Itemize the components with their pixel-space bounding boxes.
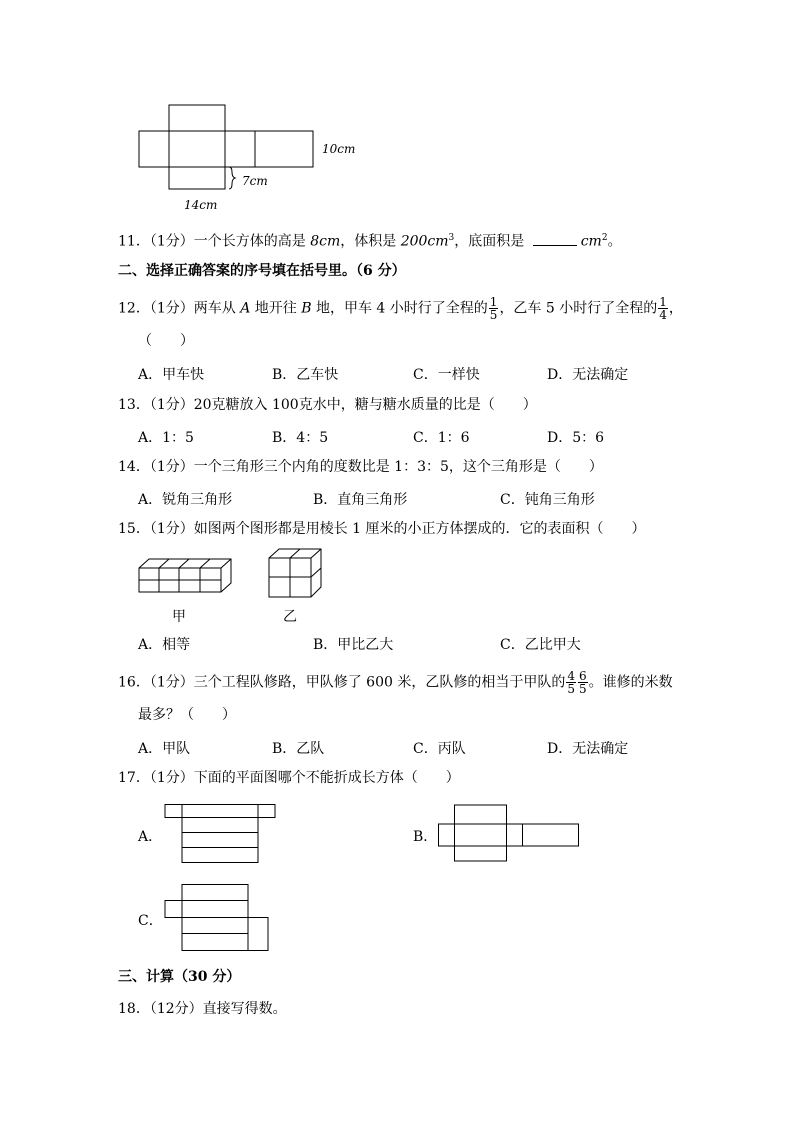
q15-option-b[interactable]: B．甲比乙大: [313, 637, 394, 653]
net-a-figure[interactable]: [164, 804, 276, 864]
q13-option-b[interactable]: B．4：5: [272, 430, 329, 446]
q11-unit-exp: 2: [601, 233, 608, 243]
figure-yi-label: 乙: [283, 609, 297, 625]
width-label: 7cm: [242, 174, 268, 188]
question-14: 14．（1分）一个三角形三个内角的度数比是 1：3：5，这个三角形是（ ）: [118, 459, 603, 475]
q13-option-d[interactable]: D．5：6: [547, 430, 605, 446]
q12-answer-paren[interactable]: （ ）: [138, 333, 194, 349]
q11-score: （1分）: [149, 233, 194, 250]
question-17: 17．（1分）下面的平面图哪个不能折成长方体（ ）: [118, 770, 460, 786]
q17-option-b[interactable]: B．: [413, 829, 438, 845]
question-11: [118, 229, 622, 251]
question-16: [118, 670, 673, 695]
q16-option-d[interactable]: D．无法确定: [547, 741, 629, 757]
q14-option-c[interactable]: C．钝角三角形: [500, 492, 595, 508]
q11-text-c: ，底面积是: [454, 233, 529, 250]
q11-volume-exp: 3: [448, 233, 455, 243]
cube-block-figure: [268, 548, 324, 598]
q17-option-a[interactable]: A．: [138, 829, 163, 845]
q12-option-c[interactable]: C．一样快: [413, 367, 480, 383]
q16-text: 16．（1分）三个工程队修路，甲队修了 600 米，乙队修的相当于甲队的: [118, 674, 566, 691]
q16-option-c[interactable]: C．丙队: [413, 741, 466, 757]
question-18: 18．（12分）直接写得数。: [118, 1001, 287, 1017]
q12-fraction-1: $\frac{1}{5}$: [489, 295, 498, 322]
q17-option-c[interactable]: C．: [138, 913, 163, 929]
q16-option-b[interactable]: B．乙队: [272, 741, 325, 757]
q11-answer-blank[interactable]: [533, 245, 577, 246]
q11-height: 8cm: [310, 233, 341, 250]
q12-text: 两车从: [193, 300, 241, 317]
height-label: 10cm: [322, 142, 356, 156]
question-15: 15．（1分）如图两个图形都是用棱长 1 厘米的小正方体摆成的．它的表面积（ ）: [118, 521, 646, 537]
q11-text: 一个长方体的高是: [193, 233, 311, 250]
figure-jia-label: 甲: [172, 609, 186, 625]
q13-option-c[interactable]: C．1：6: [413, 430, 470, 446]
section-2-heading: 二、选择正确答案的序号填在括号里。（6 分）: [118, 263, 406, 279]
q16-option-a[interactable]: A．甲队: [138, 741, 191, 757]
length-label: 14cm: [184, 198, 218, 212]
q12-option-d[interactable]: D．无法确定: [547, 367, 629, 383]
q11-unit: cm: [580, 233, 602, 250]
cuboid-net-figure: [138, 104, 358, 216]
q12-text-c: 地，甲车 4 小时行了全程的: [311, 300, 488, 317]
q14-option-b[interactable]: B．直角三角形: [313, 492, 408, 508]
q11-text-b: ，体积是: [340, 233, 401, 250]
q11-end: 。: [607, 233, 622, 250]
q12-score: （1分）: [149, 300, 194, 317]
q12-point-a: A: [240, 300, 251, 317]
q12-text-d: ，乙车 5 小时行了全程的: [499, 300, 658, 317]
net-b-figure[interactable]: [438, 804, 580, 862]
q12-option-b[interactable]: B．乙车快: [272, 367, 339, 383]
q12-number: 12．: [118, 300, 150, 317]
question-13: 13．（1分）20克糖放入 100克水中，糖与糖水质量的比是（ ）: [118, 397, 537, 413]
q15-option-a[interactable]: A．相等: [138, 637, 191, 653]
q13-option-a[interactable]: A．1：5: [138, 430, 194, 446]
q12-point-b: B: [301, 300, 312, 317]
q16-fraction-1: $\frac{4}{5}$: [567, 669, 575, 696]
section-3-heading: 三、计算（30 分）: [118, 969, 241, 985]
q12-text-e: ，: [668, 300, 683, 317]
q11-number: 11．: [118, 233, 150, 250]
net-c-figure[interactable]: [164, 884, 270, 952]
q11-volume: 200cm: [400, 233, 449, 250]
q15-option-c[interactable]: C．乙比甲大: [500, 637, 581, 653]
q16-text-b: 。谁修的米数: [588, 674, 673, 691]
cube-row-figure: [138, 558, 234, 594]
q14-option-a[interactable]: A．锐角三角形: [138, 492, 233, 508]
q16-continuation: 最多？（ ）: [138, 707, 236, 723]
q12-option-a[interactable]: A．甲车快: [138, 367, 205, 383]
question-12: [118, 296, 683, 321]
q12-text-b: 地开往: [250, 300, 302, 317]
q12-fraction-2: $\frac{1}{4}$: [659, 295, 667, 322]
q16-fraction-2: $\frac{6}{5}$: [578, 669, 587, 696]
